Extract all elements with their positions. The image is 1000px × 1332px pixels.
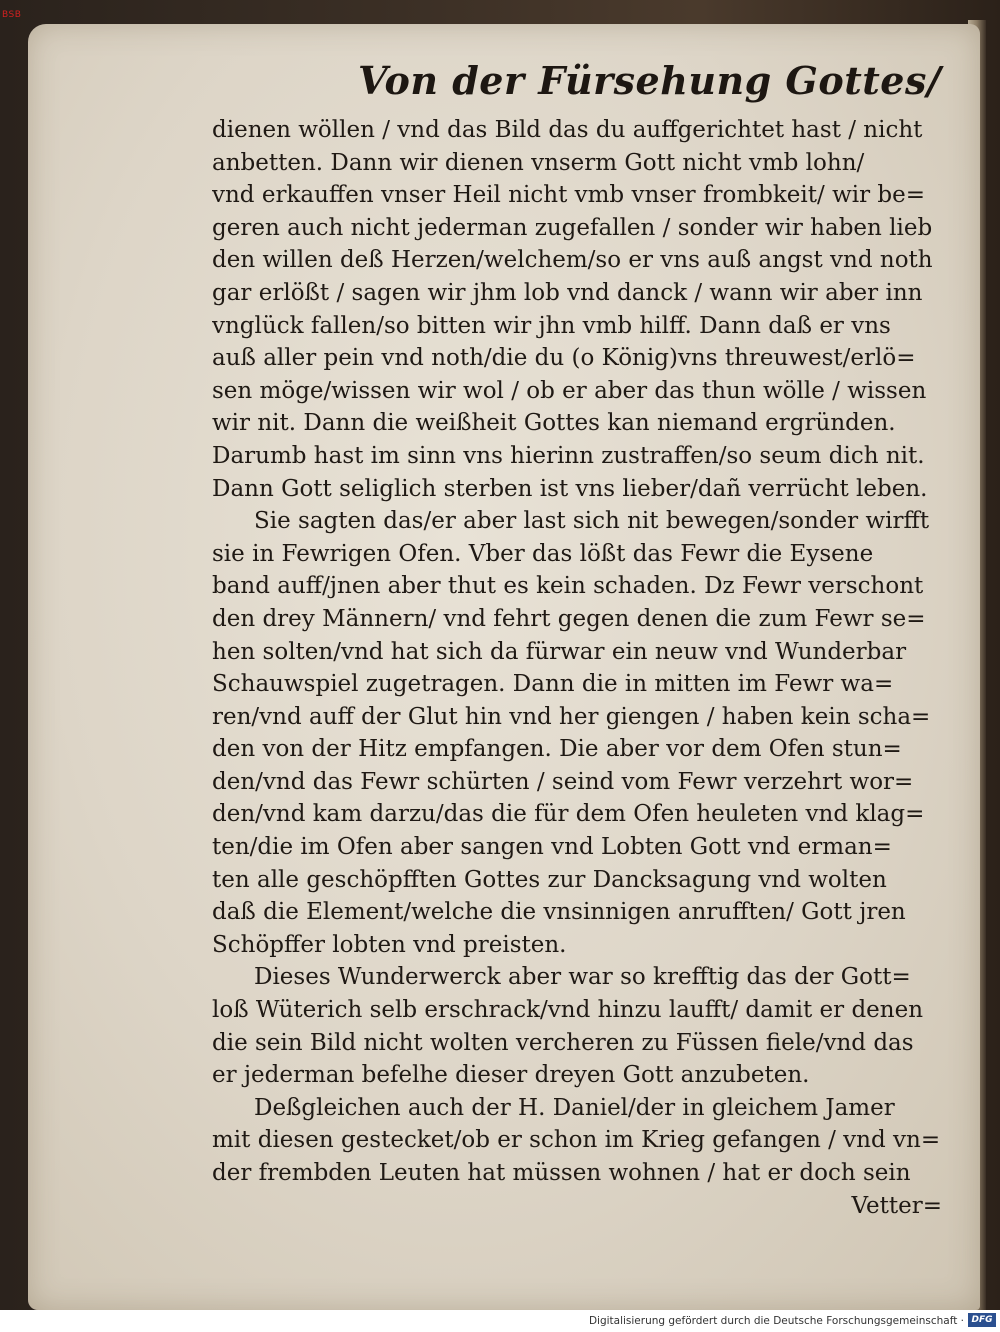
text-line: Dieses Wunderwerck aber war so krefftig das der Gott= <box>254 964 911 991</box>
text-line: anbetten. Dann wir dienen vnserm Gott nicht vmb lohn/ <box>212 149 865 176</box>
text-line: den willen deß Herzen/welchem/so er vns auß angst vnd noth <box>212 247 933 274</box>
text-line: ten alle geschöpfften Gottes zur Dancksagung vnd wolten <box>212 866 887 893</box>
text-line: Darumb hast im sinn vns hierinn zustraffen/so seum dich nit. <box>212 442 925 469</box>
text-line: Sie sagten das/er aber last sich nit bewegen/sonder wirfft <box>254 508 930 535</box>
funding-credit: Digitalisierung gefördert durch die Deutsche Forschungsgemeinschaft · <box>588 1315 964 1327</box>
text-line: hen solten/vnd hat sich da fürwar ein neuw vnd Wunderbar <box>212 638 907 665</box>
text-line: den drey Männern/ vnd fehrt gegen denen die zum Fewr se= <box>212 605 926 632</box>
page-heading: Von der Fürsehung Gottes/ <box>358 58 942 103</box>
text-line: loß Wüterich selb erschrack/vnd hinzu laufft/ damit er denen <box>212 997 924 1024</box>
text-line: auß aller pein vnd noth/die du (o König)vns threuwest/erlö= <box>212 345 916 372</box>
text-line: den/vnd kam darzu/das die für dem Ofen heuleten vnd klag= <box>212 801 925 828</box>
text-line: Deßgleichen auch der H. Daniel/der in gleichem Jamer <box>254 1094 895 1121</box>
text-line: mit diesen gestecket/ob er schon im Krieg gefangen / vnd vn= <box>212 1127 941 1154</box>
text-line: den/vnd das Fewr schürten / seind vom Fewr verzehrt wor= <box>212 768 914 795</box>
text-line: der frembden Leuten hat müssen wohnen / hat er doch sein <box>212 1160 911 1186</box>
text-line: gar erlößt / sagen wir jhm lob vnd danck / wann wir aber inn <box>212 279 923 306</box>
text-line: sen möge/wissen wir wol / ob er aber das thun wölle / wissen <box>212 377 927 404</box>
library-mark: BSB <box>2 10 22 20</box>
text-line: vnglück fallen/so bitten wir jhn vmb hilff. Dann daß er vns <box>212 312 891 339</box>
text-line: den von der Hitz empfangen. Die aber vor dem Ofen stun= <box>212 736 902 763</box>
text-line: geren auch nicht jederman zugefallen / sonder wir haben lieb <box>212 214 933 241</box>
text-line: dienen wöllen / vnd das Bild das du auffgerichtet hast / nicht <box>212 117 923 143</box>
text-line: er jederman befelhe dieser dreyen Gott anzubeten. <box>212 1062 810 1089</box>
dfg-logo: DFG <box>968 1313 996 1327</box>
text-line: Schöpffer lobten vnd preisten. <box>212 931 567 958</box>
footer-bar <box>0 1310 1000 1332</box>
text-line: Schauwspiel zugetragen. Dann die in mitten im Fewr wa= <box>212 671 894 698</box>
text-line: Dann Gott seliglich sterben ist vns lieber/dañ verrücht leben. <box>212 475 928 502</box>
text-line: vnd erkauffen vnser Heil nicht vmb vnser frombkeit/ wir be= <box>212 182 926 209</box>
body-text <box>212 114 942 1222</box>
text-line: daß die Element/welche die vnsinnigen anrufften/ Gott jren <box>212 899 906 926</box>
text-line: wir nit. Dann die weißheit Gottes kan niemand ergründen. <box>212 410 896 437</box>
text-line: sie in Fewrigen Ofen. Vber das lößt das Fewr die Eysene <box>212 540 874 567</box>
text-line: band auff/jnen aber thut es kein schaden. Dz Fewr verschont <box>212 573 924 600</box>
text-line: ten/die im Ofen aber sangen vnd Lobten Gott vnd erman= <box>212 834 892 861</box>
text-line: ren/vnd auff der Glut hin vnd her giengen / haben kein scha= <box>212 703 931 730</box>
text-line: die sein Bild nicht wolten vercheren zu Füssen fiele/vnd das <box>212 1029 914 1056</box>
catchword: Vetter= <box>851 1192 942 1219</box>
